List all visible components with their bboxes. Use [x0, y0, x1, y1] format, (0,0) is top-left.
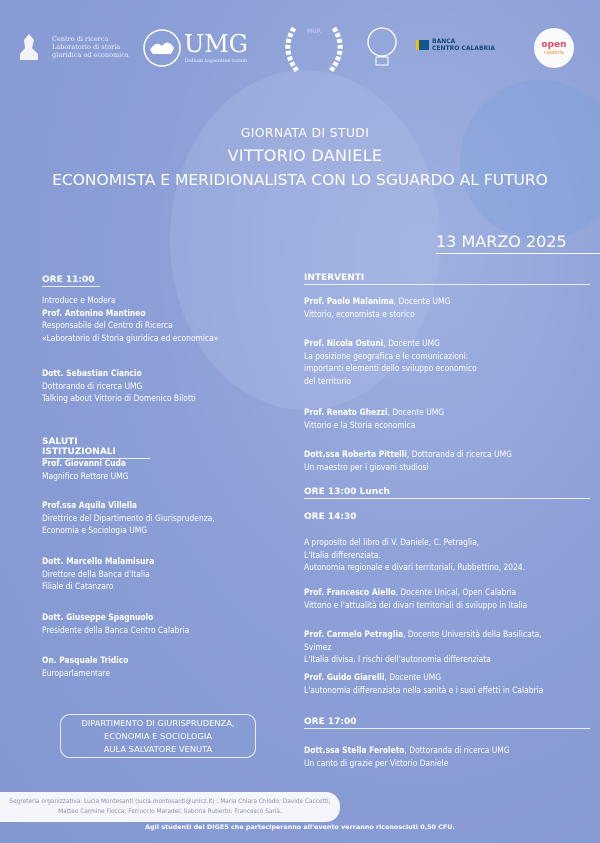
book-presentation [304, 536, 525, 574]
intervento-item [304, 586, 527, 611]
section-header-ore-1700: ORE 17:00 [304, 717, 590, 729]
event-kicker: GIORNATA DI STUDI [240, 125, 370, 140]
intervento-item [304, 448, 512, 473]
secretariat-line: Matteo Carmine Fiocca; Ferruccio Maradei; Sabrina Ruberto; Francesco Sarià. [58, 809, 282, 815]
speaker-block [42, 367, 196, 405]
moderator-role: Responsabile del Centro di Ricerca [42, 320, 173, 330]
organizing-secretariat [0, 792, 340, 822]
speaker-name: Dott. Sebastian Ciancio [42, 368, 142, 378]
venue-line: ECONOMIA E SOCIOLOGIA [103, 731, 213, 741]
talk-title: importanti elementi dello sviluppo economico [304, 363, 477, 373]
talk-title: L'Italia divisa. I rischi dell'autonomia differenziata [304, 654, 491, 664]
talk-title: del territorio [304, 375, 351, 386]
secretariat-line: Segreteria organizzativa: Lucia Montesanti (lucia.montesanti@unicz.it) ; Maria Chiara Chiodo; Davide Caccetti; [9, 799, 331, 805]
talk-title: L'autonomia differenziata nella sanità e i suoi effetti in Calabria [304, 684, 544, 695]
speaker-name: Dott. Giuseppe Spagnuolo [42, 612, 154, 622]
speaker-name: Prof. Renato Ghezzi [304, 407, 388, 417]
talk-title: Vittorio, economista e storico [304, 308, 415, 319]
speaker-name: Prof. Nicola Ostuni [304, 338, 384, 348]
cfu-notice: Agli studenti del DIGES che parteciperanno all'evento verranno riconosciuti 0,50 CFU. [145, 823, 455, 831]
speaker-role: Presidente della Banca Centro Calabria [42, 624, 190, 635]
intro-label: Introduce e Modera [42, 295, 116, 305]
centro-ricerca-logo [16, 30, 129, 64]
banca-square-icon [416, 40, 429, 50]
speaker-role: , Dottoranda di ricerca UMG [406, 449, 513, 459]
venue-line: DIPARTIMENTO DI GIURISPRUDENZA, [81, 718, 235, 728]
saluti-item [42, 457, 128, 482]
speaker-role: , Dottoranda di ricerca UMG [404, 745, 510, 755]
open-sub: calabria [544, 50, 564, 56]
banca-centro-calabria-logo [416, 38, 495, 52]
intervento-item [304, 628, 542, 666]
section-header-ore-1430: ORE 14:30 [304, 512, 357, 522]
speaker-role: , Docente UMG [383, 338, 440, 348]
moderator-role: «Laboratorio di Storia giuridica ed economica» [42, 332, 219, 343]
intervento-item [304, 295, 450, 320]
talk-title: Un canto di grazie per Vittorio Daniele [304, 757, 449, 768]
speaker-role: Dottorando di ricerca UMG [42, 380, 143, 391]
speaker-role: Svimez [304, 641, 332, 652]
umg-logo [142, 28, 248, 68]
section-header-lunch: ORE 13:00 Lunch [304, 487, 590, 499]
saluti-item [42, 499, 215, 537]
talk-title: Un maestro per i giovani studiosi [304, 461, 429, 472]
banca-label: CENTRO CALABRIA [432, 45, 496, 52]
speaker-role: , Docente UMG [393, 296, 451, 306]
logo-text: Centro di ricerca [52, 35, 109, 43]
speaker-role: Filiale di Catanzaro [42, 581, 114, 591]
speaker-name: Prof. Guido Giarelli [304, 672, 385, 682]
mur-laurel-logo [276, 20, 352, 78]
book-line: A proposito del libro di V. Daniele, C. Petraglia, [304, 537, 480, 547]
talk-title: Talking about Vittorio di Domenico Bilotti [42, 393, 196, 403]
logo-text: giuridica ed economica [52, 51, 129, 59]
saluti-item [42, 555, 154, 593]
speaker-role: Economia e Sociologia UMG [42, 525, 148, 535]
book-line: L'Italia differenziata. [304, 549, 381, 560]
event-subtitle: ECONOMISTA E MERIDIONALISTA CON LO SGUARDO AL FUTURO [52, 171, 548, 189]
speaker-name: On. Pasquale Tridico [42, 655, 129, 665]
moderator-name: Prof. Antonino Mantineo [42, 307, 146, 318]
section-header-ore-1100: ORE 11:00 [42, 275, 100, 287]
speaker-name: Dott.ssa Roberta Pittelli [304, 449, 407, 459]
intervento-item [304, 337, 477, 387]
umg-wordmark: UMG [184, 30, 248, 58]
intervento-item [304, 671, 543, 696]
moderator-block [42, 294, 218, 344]
speaker-name: Dott. Marcello Malamisura [42, 556, 155, 566]
speaker-role: , Docente UMG [384, 672, 442, 682]
speaker-role: , Docente UMG [387, 407, 445, 417]
lightbulb-icon [364, 26, 400, 70]
umg-motto: Dabum sapientiae totum [184, 58, 248, 64]
speaker-role: , Docente Unical, Open Calabria [395, 587, 517, 597]
speaker-name: Prof. Carmelo Petraglia [304, 629, 404, 639]
talk-title: Vittorio e la Storia economica [304, 419, 416, 430]
speaker-role: Direttrice del Dipartimento di Giurisprudenza, [42, 512, 215, 523]
speaker-role: Magnifico Rettore UMG [42, 470, 129, 481]
intervento-item [304, 406, 444, 431]
speaker-name: Dott.ssa Stella Feroleto [304, 745, 405, 755]
venue-box [60, 714, 256, 758]
speaker-name: Prof.ssa Aquila Villella [42, 500, 138, 510]
speaker-name: Prof. Francesco Aiello [304, 587, 396, 597]
talk-title: Vittorio e l'attualità dei divari territoriali di sviluppo in Italia [304, 599, 528, 610]
speaker-role: Europarlamentare [42, 667, 111, 678]
open-wordmark: open [541, 40, 567, 50]
talk-title: La posizione geografica e le comunicazioni: [304, 350, 469, 361]
event-title: VITTORIO DANIELE [227, 146, 383, 165]
open-calabria-logo [534, 28, 574, 68]
speaker-role: Direttore della Banca d'Italia [42, 568, 150, 579]
section-header-saluti: SALUTI ISTITUZIONALI [42, 437, 150, 459]
event-date: 13 MARZO 2025 [436, 232, 600, 254]
speaker-name: Prof. Paolo Malanima [304, 296, 394, 306]
statue-icon [16, 32, 42, 62]
saluti-item [42, 611, 189, 636]
intervento-item [304, 744, 510, 769]
saluti-item [42, 654, 128, 679]
banca-label: BANCA [432, 38, 456, 45]
section-header-interventi: INTERVENTI [304, 273, 590, 285]
speaker-name: Prof. Giovanni Cuda [42, 458, 126, 468]
logo-text: Laboratorio di storia [52, 43, 121, 51]
lightbulb-logo [364, 26, 400, 70]
umg-seal-icon [142, 28, 182, 68]
venue-line: AULA SALVATORE VENUTA [103, 744, 213, 754]
book-line: Autonomia regionale e divari territoriali, Rubbettino, 2024. [304, 562, 526, 572]
mur-label: MUR [307, 28, 321, 35]
speaker-role: , Docente Università della Basilicata, [403, 629, 542, 639]
